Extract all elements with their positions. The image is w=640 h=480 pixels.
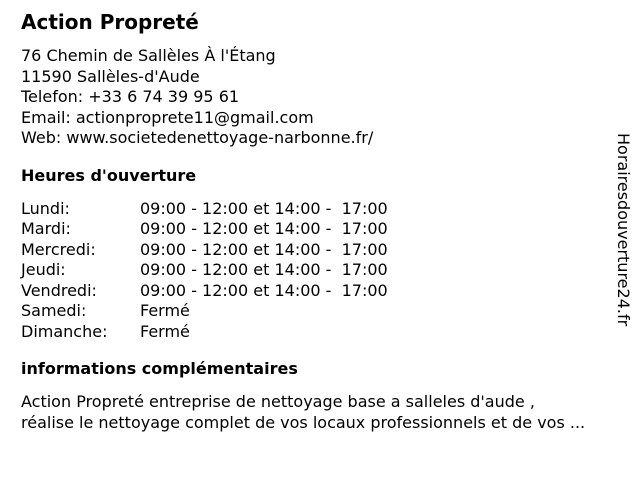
day-hours: 09:00 - 12:00 et 14:00 - 17:00 xyxy=(140,198,388,218)
address-city: 11590 Sallèles-d'Aude xyxy=(21,66,200,86)
web-value: www.societedenettoyage-narbonne.fr/ xyxy=(66,128,374,147)
day-hours: 09:00 - 12:00 et 14:00 - 17:00 xyxy=(140,260,388,279)
day-label: Lundi: xyxy=(21,198,70,218)
opening-hours-heading: Heures d'ouverture xyxy=(21,165,197,185)
email-label: Email: xyxy=(21,107,71,127)
day-label: Vendredi: xyxy=(21,280,97,300)
table-row xyxy=(21,240,640,261)
table-row xyxy=(21,219,640,240)
contact-block xyxy=(21,46,640,149)
day-hours: Fermé xyxy=(140,301,190,320)
day-label: Dimanche: xyxy=(21,321,108,341)
additional-info-heading: informations complémentaires xyxy=(21,359,298,378)
web-label: Web: xyxy=(21,128,62,147)
email-value: actionproprete11@gmail.com xyxy=(75,107,314,127)
day-label: Samedi: xyxy=(21,301,87,320)
site-watermark: Horairesdouverture24.fr xyxy=(614,133,633,327)
info-line-1: Action Propreté entreprise de nettoyage base a salleles d'aude , xyxy=(21,392,535,411)
day-hours: 09:00 - 12:00 et 14:00 - 17:00 xyxy=(140,280,388,300)
day-label: Mardi: xyxy=(21,219,71,238)
address-street: 76 Chemin de Sallèles À l'Étang xyxy=(21,46,276,65)
info-line-2: réalise le nettoyage complet de vos locaux professionnels et de vos ... xyxy=(21,412,586,432)
phone-value: +33 6 74 39 95 61 xyxy=(88,87,240,106)
additional-info-text xyxy=(21,392,640,433)
table-row xyxy=(21,322,640,343)
page-title: Action Propreté xyxy=(21,10,199,34)
day-label: Jeudi: xyxy=(21,260,66,279)
table-row xyxy=(21,260,640,281)
table-row xyxy=(21,281,640,302)
table-row xyxy=(21,199,640,220)
opening-hours-table xyxy=(21,199,640,343)
web-line xyxy=(21,128,640,149)
day-hours: 09:00 - 12:00 et 14:00 - 17:00 xyxy=(140,219,388,238)
email-line xyxy=(21,108,640,129)
day-hours: Fermé xyxy=(140,321,190,341)
day-label: Mercredi: xyxy=(21,239,96,259)
day-hours: 09:00 - 12:00 et 14:00 - 17:00 xyxy=(140,239,388,259)
phone-line xyxy=(21,87,640,108)
phone-label: Telefon: xyxy=(21,87,84,106)
table-row xyxy=(21,301,640,322)
